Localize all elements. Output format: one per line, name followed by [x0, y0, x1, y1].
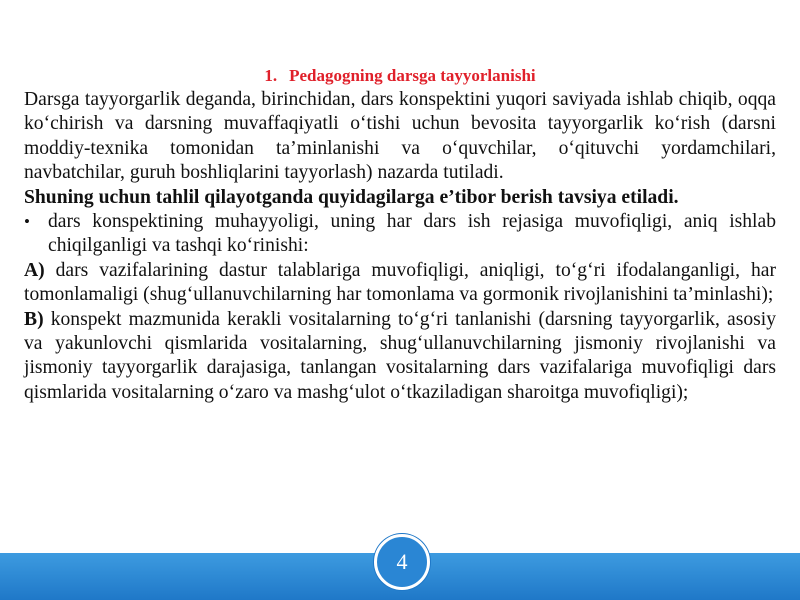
section-heading — [24, 66, 776, 86]
slide-content — [24, 66, 776, 405]
bold-statement: Shuning uchun tahlil qilayotganda quyidagilarga e’tibor berish tavsiya etiladi. — [24, 186, 679, 208]
bullet-icon: • — [24, 212, 30, 232]
page-number-badge — [374, 534, 430, 590]
heading-number: 1. — [264, 66, 278, 85]
intro-paragraph: Darsga tayyorgarlik deganda, birinchidan, dars konspektini yuqori saviyada ishlab chiqib, oqqa ko‘chirish va darsning muvaffaqiyatli o‘tishi uchun bevosita tayyorgarlik ko‘rish (darsni moddiy-texnika tomonidan ta’minlanishi va o‘quvchilar, o‘qituvchi yordamchilari, navbatchilar, guruh boshliqlarini tayyorlash) nazarda tutiladi. — [24, 89, 776, 184]
bullet-text: dars konspektining muhayyoligi, uning har dars ish rejasiga muvofiqligi, aniq ishlab chiqilganligi va tashqi ko‘rinishi: — [48, 211, 776, 257]
bullet-item — [24, 210, 776, 259]
page-number: 4 — [396, 549, 408, 574]
item-a-text: dars vazifalarining dastur talablariga muvofiqligi, aniqligi, to‘g‘ri ifodalanganligi, har tomonlamaligi (shug‘ullanuvchilarning har tomonlama va gormonik rivojlanishini ta’minlashi); — [24, 259, 776, 306]
item-b — [24, 308, 776, 406]
item-a-label: A) — [24, 259, 45, 281]
heading-title: Pedagogning darsga tayyorlanishi — [289, 66, 536, 85]
item-b-text: konspekt mazmunida kerakli vositalarning to‘g‘ri tanlanishi (darsning tayyorgarlik, asosiy va yakunlovchi qismlarida vositalarning, shug‘ullanuvchilarning jismoniy rivojlanishi va jismoniy tayyorgarlik darajasiga, tanlangan vositalarning dars vazifalariga muvofiqligi dars qismlarida vositalarning o‘zaro va mashg‘ulot o‘tkaziladigan sharoitga muvofiqligi); — [24, 308, 776, 403]
item-b-label: B) — [24, 308, 44, 330]
item-a — [24, 259, 776, 308]
